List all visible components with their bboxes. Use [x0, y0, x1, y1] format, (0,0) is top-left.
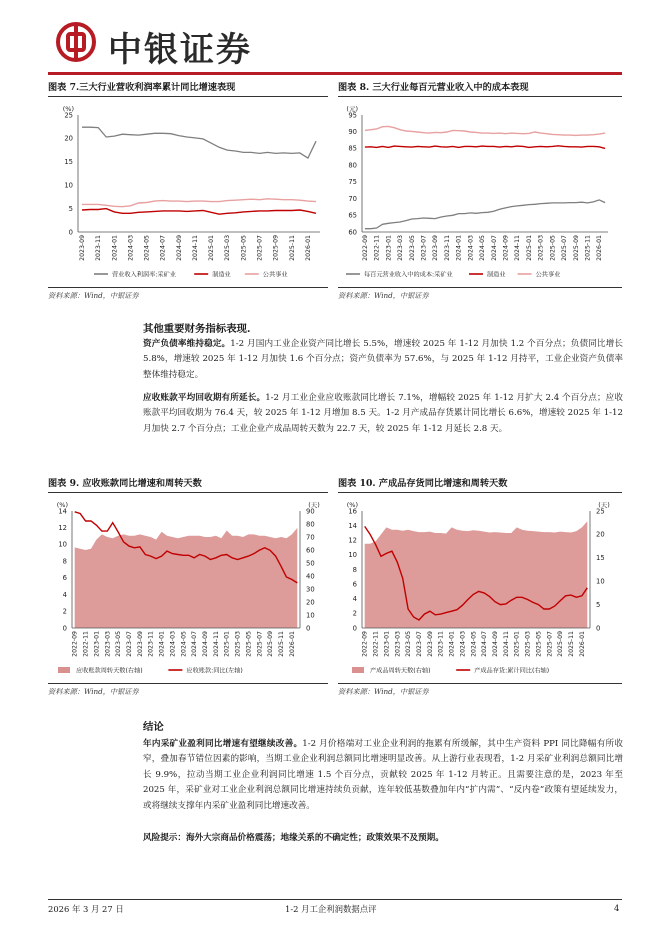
x-tick-label: 2023-03: [104, 631, 112, 657]
risk-warning: [143, 831, 623, 846]
x-tick-label: 2025-03: [234, 631, 242, 657]
y-tick-label-left: 10: [348, 551, 357, 560]
footer-page-number: 4: [614, 903, 620, 913]
x-tick-label: 2023-01: [383, 630, 391, 657]
x-tick-label: 2025-11: [288, 235, 296, 261]
figure-8-chart: [338, 98, 622, 286]
y-axis-unit-left: (%): [56, 501, 68, 509]
x-tick-label: 2026-01: [288, 631, 296, 657]
series-line-2: [365, 126, 605, 135]
x-tick-label: 2024-07: [481, 630, 489, 657]
legend-label-1: 制造业: [212, 271, 231, 279]
risk-warning-text: 风险提示：海外大宗商品价格震荡；地缘关系的不确定性；政策效果不及预期。: [143, 833, 444, 843]
y-tick-label-right: 90: [306, 507, 315, 516]
x-tick-label: 2022-11: [372, 631, 380, 657]
figure-9-title-rule: [48, 492, 328, 493]
y-tick-label-left: 0: [68, 228, 73, 237]
x-tick-label: 2025-11: [584, 235, 592, 261]
x-tick-label: 2025-09: [557, 630, 565, 657]
x-tick-label: 2025-03: [537, 234, 545, 261]
y-tick-label-right: 10: [596, 577, 605, 586]
figure-7-title: 图表 7.三大行业营收利润率累计同比增速表现: [48, 82, 236, 93]
x-tick-label: 2022-11: [373, 234, 381, 261]
series-line-1: [365, 146, 605, 149]
x-tick-label: 2024-09: [492, 631, 499, 657]
x-tick-label: 2024-03: [127, 234, 135, 261]
x-tick-label: 2024-03: [459, 630, 467, 657]
figure-10-chart: [338, 494, 622, 682]
x-tick-label: 2024-11: [212, 631, 220, 657]
figure-7-bottom-rule: [48, 287, 328, 288]
x-tick-label: 2023-05: [115, 630, 123, 657]
x-tick-label: 2023-09: [426, 631, 434, 657]
x-tick-label: 2024-09: [202, 631, 209, 657]
legend-label-2: 公共事业: [262, 271, 288, 279]
y-tick-label-left: 16: [348, 507, 357, 516]
x-tick-label: 2023-01: [93, 630, 101, 657]
x-tick-label: 2025-01: [513, 630, 521, 657]
figure-8-title-rule: [338, 96, 622, 97]
x-tick-label: 2023-09: [432, 234, 440, 261]
figure-8-source: 资料来源：Wind，中银证券: [338, 291, 429, 300]
x-tick-label: 2024-05: [180, 631, 188, 657]
y-tick-label-right: 50: [306, 559, 315, 568]
x-tick-label: 2026-01: [578, 631, 586, 657]
y-tick-label-right: 25: [596, 507, 605, 516]
x-tick-label: 2024-05: [470, 631, 478, 657]
y-tick-label-left: 12: [348, 536, 357, 545]
legend-label-0: 每百元营业收入中的成本:采矿业: [364, 271, 453, 279]
y-tick-label-left: 25: [64, 111, 73, 120]
x-tick-label: 2025-05: [549, 235, 557, 261]
figure-9-source: 资料来源：Wind，中银证券: [48, 687, 139, 696]
conclusion-paragraph-1: [143, 737, 623, 814]
y-axis-unit-right: (天): [308, 501, 320, 509]
figure-9-chart: [48, 494, 328, 682]
header-rule: [48, 72, 622, 75]
x-tick-label: 2024-05: [143, 235, 151, 261]
series-line-1: [82, 209, 316, 215]
x-tick-label: 2022-09: [361, 234, 369, 261]
x-tick-label: 2023-07: [416, 631, 423, 657]
x-tick-label: 2025-05: [240, 235, 248, 261]
figure-8-title: 图表 8. 三大行业每百元营业收入中的成本表现: [338, 82, 529, 93]
legend-swatch-0: [58, 667, 70, 673]
x-tick-label: 2023-07: [126, 631, 133, 657]
figure-8-bottom-rule: [338, 287, 622, 288]
company-logo-text: 中银证券: [108, 30, 252, 70]
y-tick-label-left: 65: [348, 211, 357, 220]
x-tick-label: 2023-05: [405, 630, 413, 657]
x-tick-label: 2023-09: [136, 631, 144, 657]
company-logo-icon: [56, 22, 96, 62]
legend-label-0: 应收账款周转天数(右轴): [76, 667, 143, 675]
y-tick-label-right: 5: [596, 600, 601, 609]
x-tick-label: 2023-05: [408, 235, 416, 261]
y-axis-unit-left: (%): [346, 501, 358, 509]
x-tick-label: 2024-01: [448, 631, 456, 657]
x-tick-label: 2025-01: [525, 234, 533, 261]
legend-label-2: 公共事业: [535, 271, 561, 279]
paragraph-2-lead: 应收账款平均回收期有所延长。: [143, 393, 266, 403]
x-tick-label: 2022-09: [361, 630, 369, 657]
y-tick-label-left: 80: [348, 161, 357, 170]
x-tick-label: 2024-05: [479, 235, 487, 261]
y-tick-label-left: 90: [348, 128, 357, 137]
x-tick-label: 2024-11: [514, 234, 522, 261]
y-tick-label-right: 0: [306, 624, 311, 633]
x-tick-label: 2026-01: [596, 234, 604, 261]
x-tick-label: 2023-01: [385, 235, 393, 261]
section-other-title: 其他重要财务指标表现.: [143, 323, 251, 335]
x-tick-label: 2023-11: [443, 234, 451, 261]
x-tick-label: 2025-09: [267, 630, 275, 657]
legend-label-1: 产成品存货:累计同比(右轴): [474, 667, 550, 675]
figure-9-bottom-rule: [48, 683, 328, 684]
x-tick-label: 2024-03: [169, 630, 177, 657]
x-tick-label: 2025-11: [568, 631, 575, 657]
x-tick-label: 2025-01: [208, 235, 216, 261]
x-tick-label: 2023-03: [397, 235, 405, 261]
y-tick-label-right: 0: [596, 624, 601, 633]
x-tick-label: 2024-07: [191, 630, 199, 657]
y-tick-label-left: 14: [58, 507, 67, 516]
y-tick-label-left: 85: [348, 144, 357, 153]
y-tick-label-left: 8: [352, 565, 357, 574]
figure-10-title: 图表 10. 产成品存货同比增速和周转天数: [338, 478, 508, 489]
series-line-0: [365, 200, 605, 229]
y-tick-label-left: 5: [68, 204, 73, 213]
y-tick-label-right: 20: [596, 530, 605, 539]
x-tick-label: 2025-07: [546, 631, 554, 657]
x-tick-label: 2025-05: [535, 630, 543, 657]
x-tick-label: 2024-11: [192, 235, 199, 261]
y-tick-label-left: 14: [348, 521, 357, 530]
x-tick-label: 2024-01: [158, 631, 166, 657]
figure-7-source: 资料来源：Wind，中银证券: [48, 291, 139, 300]
y-tick-label-left: 10: [64, 181, 73, 190]
x-tick-label: 2024-03: [467, 235, 475, 261]
conclusion-body: 1-2 月价格端对工业企业利润的拖累有所缓解，其中生产资料 PPI 同比降幅有所收窄，叠加春节错位因素的影响，当期工业企业利润总额同比增速明显改善。从上游行业表现看，1-2 月采矿业利润总额同比增长 9.9%，拉动当期工业企业利润同比增速 1.5 个百分点，贡献较 2025 年 1-12 月转正。且需要注意的是，2023 年至 2025 年，采矿业对工业企业利润总额同比增速持续负贡献，连年较低基数叠加年内“扩内需”、“反内卷”政策有望延续发力，或将继续支撑年内采矿业盈利同比增速改善。: [143, 739, 623, 811]
y-axis-unit-left: (元): [346, 105, 358, 113]
x-tick-label: 2025-07: [256, 631, 264, 657]
y-tick-label-left: 60: [348, 228, 357, 237]
x-tick-label: 2025-05: [245, 630, 253, 657]
paragraph-1-body: 1-2 月国内工业企业资产同比增长 5.5%，增速较 2025 年 1-12 月加快 1.2 个百分点；负债同比增长 5.8%，增速较 2025 年 1-12 月加快 1.6 个百分点；资产负债率为 57.6%，与 2025 年 1-12 月持平，工业企业资产负债率整体维持稳定。: [143, 339, 623, 380]
y-tick-label-right: 15: [596, 554, 605, 563]
y-axis-unit-right: (天): [598, 501, 610, 509]
series-line-2: [82, 199, 316, 207]
x-tick-label: 2022-11: [82, 631, 90, 657]
x-tick-label: 2023-09: [79, 234, 86, 261]
y-tick-label-left: 70: [348, 194, 357, 203]
y-tick-label-left: 2: [62, 607, 67, 616]
y-tick-label-left: 20: [64, 134, 73, 143]
y-tick-label-left: 75: [348, 178, 357, 187]
y-tick-label-left: 2: [352, 609, 357, 618]
x-tick-label: 2025-07: [256, 235, 264, 261]
y-tick-label-left: 10: [58, 540, 67, 549]
series-area-0: [365, 521, 588, 628]
x-tick-label: 2023-11: [147, 630, 155, 657]
y-tick-label-left: 0: [352, 624, 357, 633]
footer-rule: [48, 899, 622, 900]
paragraph-2-body: 1-2 月工业企业应收账款同比增长 7.1%，增幅较 2025 年 1-12 月扩大 2.4 个百分点；应收账款平均回收期为 76.4 天，较 2025 年 1-12 月增加 8.5 天。1-2 月产成品存货累计同比增长 6.6%，增速较 2025 年 1-12 月加快 2.7 个百分点；工业企业产成品周转天数为 22.7 天，较 2025 年 1-12 月延长 2.8 天。: [143, 393, 623, 434]
x-tick-label: 2025-09: [272, 234, 280, 261]
x-tick-label: 2023-03: [394, 631, 402, 657]
paragraph-1-lead: 资产负债率维持稳定。: [143, 339, 231, 349]
y-tick-label-right: 40: [306, 572, 315, 581]
series-line-0: [82, 127, 316, 158]
y-tick-label-right: 80: [306, 520, 315, 529]
legend-label-0: 营业收入利润率:采矿业: [112, 271, 176, 279]
x-tick-label: 2024-07: [490, 235, 498, 261]
x-tick-label: 2022-09: [71, 630, 79, 657]
y-tick-label-left: 15: [64, 158, 73, 167]
legend-swatch-0: [352, 667, 364, 673]
x-tick-label: 2025-11: [278, 631, 285, 657]
y-tick-label-left: 12: [58, 524, 67, 533]
x-tick-label: 2024-09: [175, 234, 183, 261]
section-other-paragraph-1: [143, 337, 623, 383]
x-tick-label: 2024-01: [111, 235, 119, 261]
legend-label-0: 产成品周转天数(右轴): [370, 667, 431, 675]
footer-title: 1-2 月工企利润数据点评: [285, 904, 377, 914]
figure-9-title: 图表 9. 应收账款同比增速和周转天数: [48, 478, 202, 489]
section-other-paragraph-2: [143, 391, 623, 437]
y-tick-label-left: 6: [62, 574, 67, 583]
y-tick-label-right: 70: [306, 533, 315, 542]
x-tick-label: 2023-07: [420, 235, 428, 261]
x-tick-label: 2023-11: [437, 630, 445, 657]
x-tick-label: 2024-09: [502, 235, 510, 261]
y-tick-label-left: 4: [352, 595, 357, 604]
figure-10-bottom-rule: [338, 683, 622, 684]
legend-label-1: 制造业: [487, 271, 506, 279]
x-tick-label: 2024-11: [502, 631, 510, 657]
y-tick-label-right: 60: [306, 546, 315, 555]
figure-7-title-rule: [48, 96, 328, 97]
x-tick-label: 2025-03: [224, 234, 232, 261]
x-tick-label: 2025-01: [223, 630, 231, 657]
x-tick-label: 2024-07: [159, 235, 167, 261]
conclusion-lead: 年内采矿业盈利同比增速有望继续改善。: [143, 739, 303, 749]
y-tick-label-left: 0: [62, 624, 67, 633]
legend-label-1: 应收账款:同比(左轴): [186, 667, 243, 675]
x-tick-label: 2026-01: [304, 235, 312, 261]
y-tick-label-right: 10: [306, 611, 315, 620]
footer-date: 2026 年 3 月 27 日: [48, 904, 124, 914]
x-tick-label: 2025-07: [561, 235, 569, 261]
y-tick-label-left: 95: [348, 111, 357, 120]
y-tick-label-right: 30: [306, 585, 315, 594]
y-tick-label-left: 4: [62, 590, 67, 599]
figure-10-source: 资料来源：Wind，中银证券: [338, 687, 429, 696]
section-conclusion-title: 结论: [143, 721, 164, 733]
x-tick-label: 2024-01: [455, 234, 463, 261]
x-tick-label: 2023-11: [95, 235, 103, 261]
series-area-0: [75, 528, 298, 628]
y-tick-label-right: 20: [306, 598, 315, 607]
y-axis-unit-left: (%): [62, 105, 74, 113]
figure-7-chart: [48, 98, 328, 286]
x-tick-label: 2025-09: [572, 235, 580, 261]
y-tick-label-left: 8: [62, 557, 67, 566]
figure-10-title-rule: [338, 492, 622, 493]
y-tick-label-left: 6: [352, 580, 357, 589]
x-tick-label: 2025-03: [524, 631, 532, 657]
